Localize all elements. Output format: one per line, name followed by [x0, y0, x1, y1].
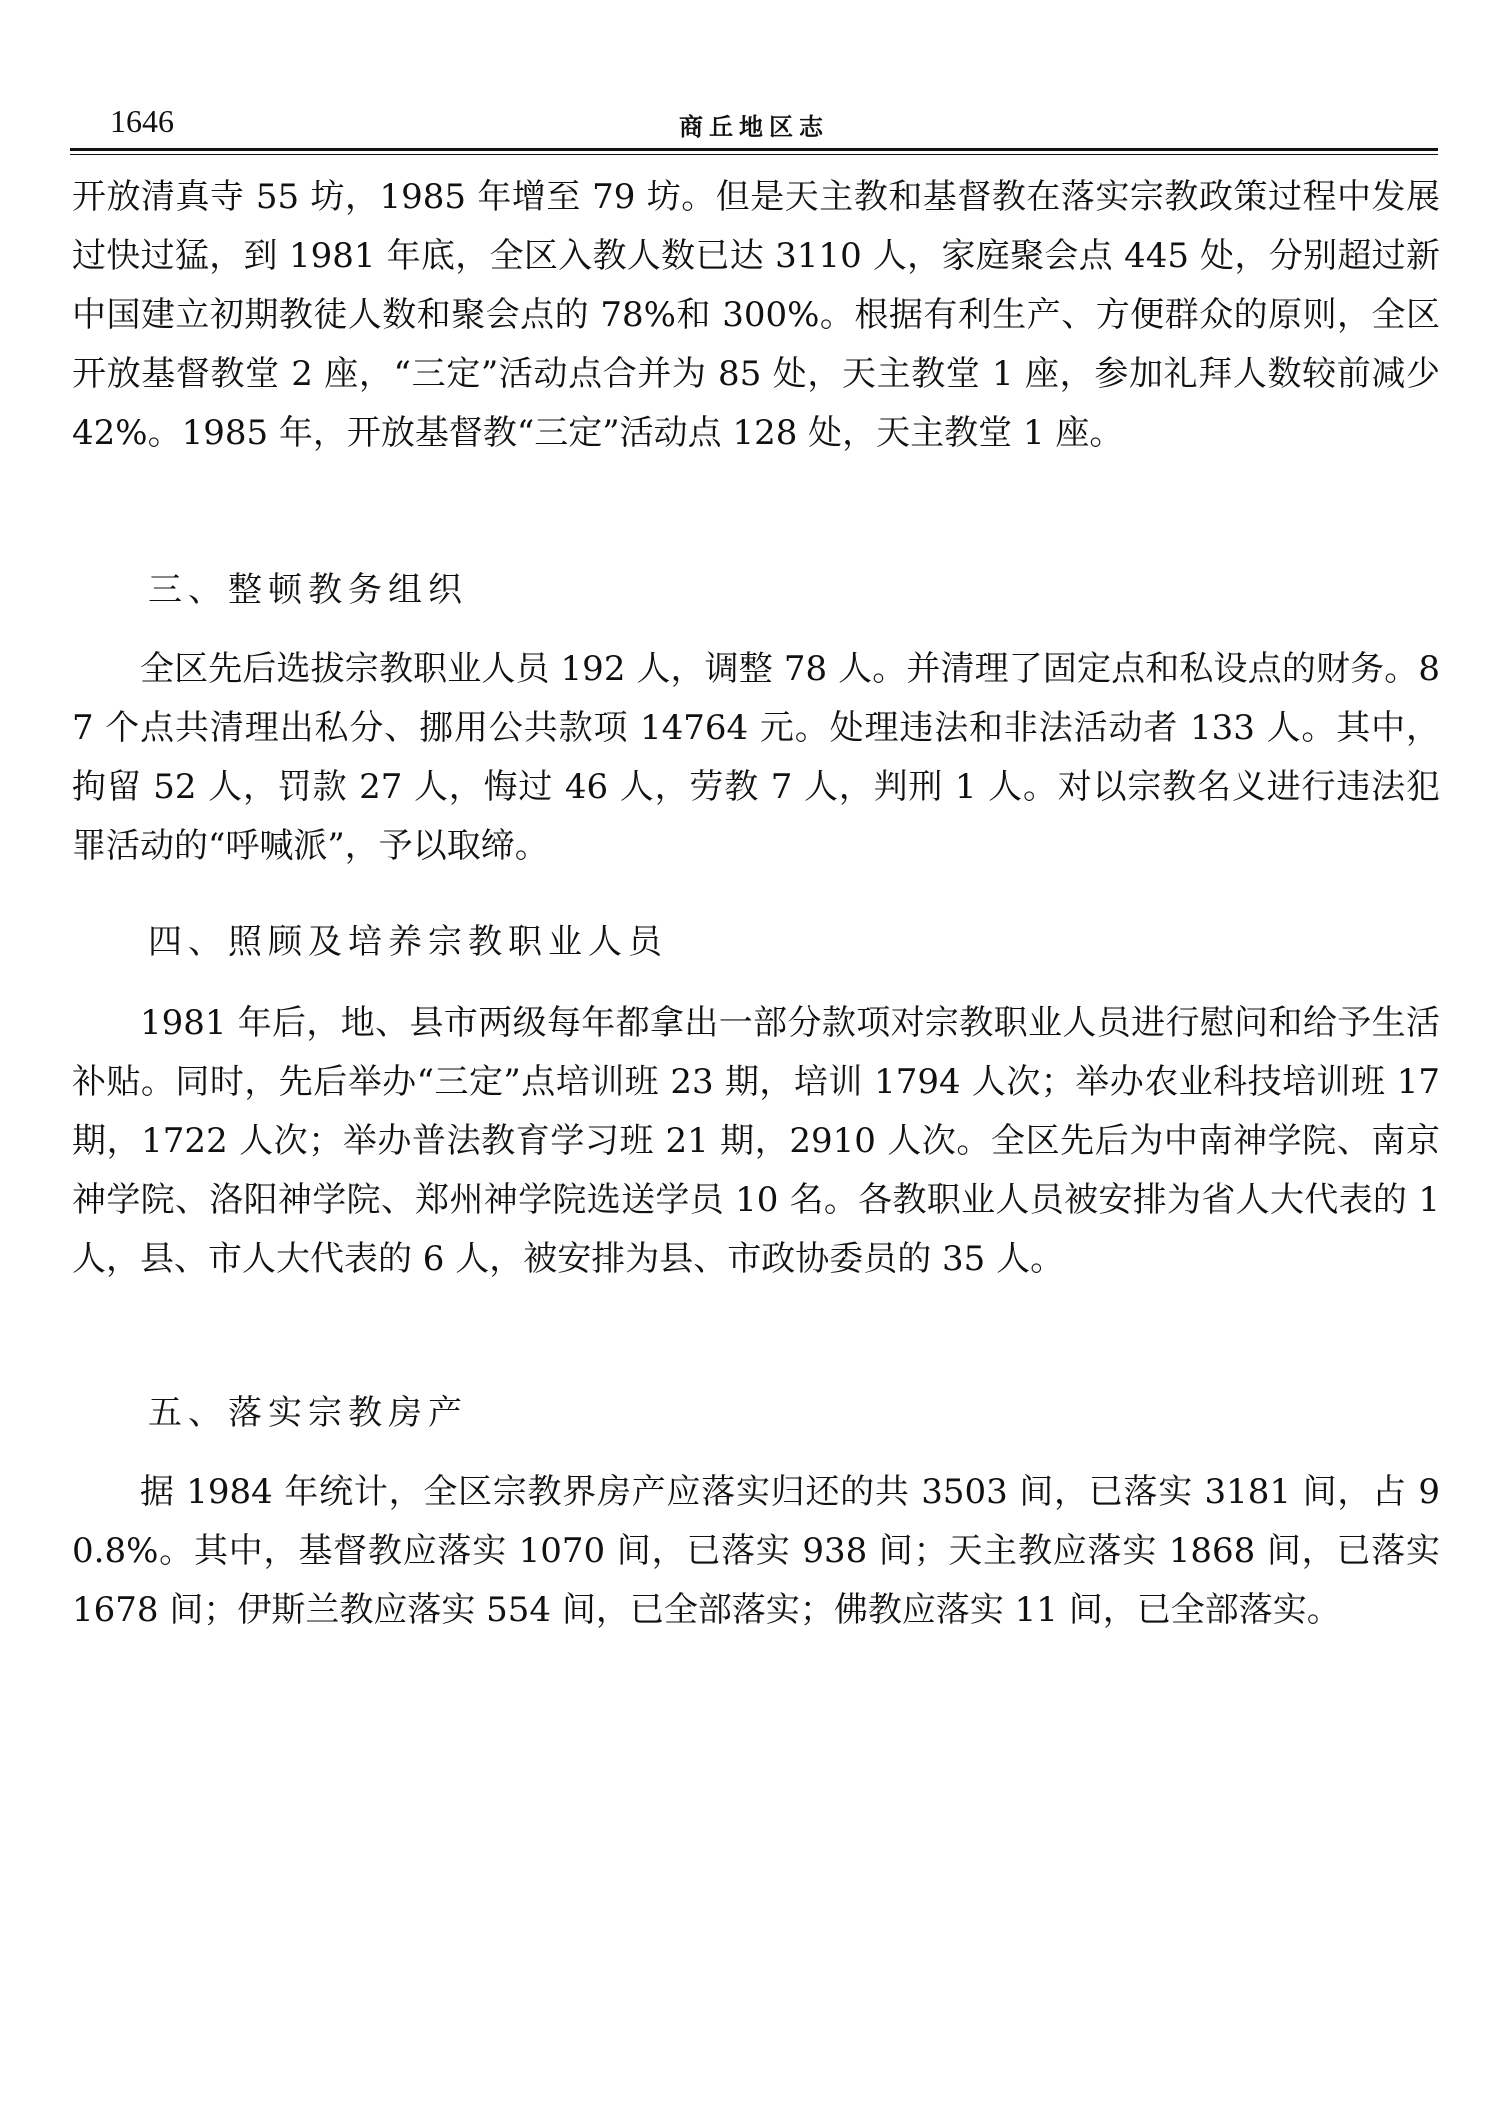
paragraph-text: 据 1984 年统计，全区宗教界房产应落实归还的共 3503 间，已落实 3181 间，占 90.8%。其中，基督教应落实 1070 间，已落实 938 间；天主教应落实 1868 间，已落实 1678 间；伊斯兰教应落实 554 间，已全部落实；佛教应落实 11 间，已全部落实。: [72, 1472, 1440, 1630]
paragraph-text: 1981 年后，地、县市两级每年都拿出一部分款项对宗教职业人员进行慰问和给予生活补贴。同时，先后举办“三定”点培训班 23 期，培训 1794 人次；举办农业科技培训班 17 期，1722 人次；举办普法教育学习班 21 期，2910 人次。全区先后为中南神学院、南京神学院、洛阳神学院、郑州神学院选送学员 10 名。各教职业人员被安排为省人大代表的 1 人，县、市人大代表的 6 人，被安排为县、市政协委员的 35 人。: [72, 1003, 1440, 1279]
header-rule-thin: [70, 154, 1438, 155]
running-head: [70, 95, 1438, 145]
body-paragraph-3: [72, 994, 1440, 1289]
body-paragraph-1: [72, 168, 1440, 463]
paragraph-text: 开放清真寺 55 坊，1985 年增至 79 坊。但是天主教和基督教在落实宗教政策过程中发展过快过猛，到 1981 年底，全区入教人数已达 3110 人，家庭聚会点 445 处，分别超过新中国建立初期教徒人数和聚会点的 78%和 300%。根据有利生产、方便群众的原则，全区开放基督教堂 2 座，“三定”活动点合并为 85 处，天主教堂 1 座，参加礼拜人数较前减少 42%。1985 年，开放基督教“三定”活动点 128 处，天主教堂 1 座。: [72, 177, 1440, 453]
section-heading-4: 四、照顾及培养宗教职业人员: [148, 922, 668, 962]
body-paragraph-2: [72, 640, 1440, 876]
section-heading-3: 三、整顿教务组织: [148, 570, 468, 610]
section-heading-5: 五、落实宗教房产: [148, 1393, 468, 1433]
book-title: 商丘地区志: [679, 112, 829, 141]
body-paragraph-4: [72, 1463, 1440, 1640]
paragraph-text: 全区先后选拔宗教职业人员 192 人，调整 78 人。并清理了固定点和私设点的财务。87 个点共清理出私分、挪用公共款项 14764 元。处理违法和非法活动者 133 人。其中，拘留 52 人，罚款 27 人，悔过 46 人，劳教 7 人，判刑 1 人。对以宗教名义进行违法犯罪活动的“呼喊派”，予以取缔。: [72, 649, 1440, 866]
page-number: 1646: [110, 103, 174, 139]
header-rule-thick: [70, 148, 1438, 151]
